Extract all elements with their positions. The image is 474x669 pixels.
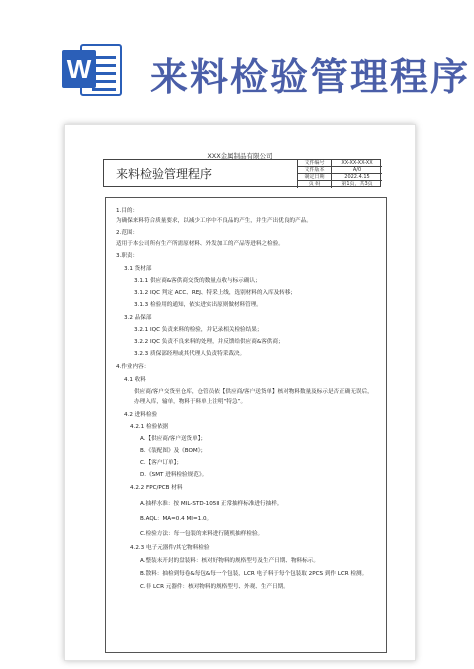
- list-item: B.《装配图》及《BOM》；: [140, 448, 207, 454]
- body-text: 3.1.1 供应商&客供商交货的数量点收与标示确认；: [134, 278, 261, 284]
- banner-title: 来料检验管理程序: [150, 55, 471, 99]
- meta-row: [298, 167, 382, 174]
- list-item: A.抽样水准：按 MIL-STD-105Ⅱ 正常抽样标准进行抽样。: [140, 501, 283, 507]
- body-text: 3.1.2 IQC 判定 ACC、REJ、特采上线，选别材料的入库及转移；: [134, 290, 297, 296]
- header-table: [103, 159, 381, 187]
- meta-key: 文件编号: [298, 160, 332, 167]
- meta-key: 文件版本: [298, 167, 332, 174]
- sub-heading: 3.1 货材部: [124, 266, 152, 272]
- body-text: 3.2.2 IQC 负责不良来料的处理，并反馈给供应商&客供商；: [134, 339, 284, 345]
- body-text: 办理入库，输单，物料于料单上注明“特急”。: [134, 399, 247, 405]
- sub-heading: 4.1 收料: [124, 377, 146, 383]
- body-text: 3.2.3 质保部经理或其代理人负责特采裁决。: [134, 351, 246, 357]
- meta-value: XX-XX-XX-XX: [341, 160, 373, 166]
- meta-table: [298, 160, 382, 188]
- body-text: 3.1.3 检验用的通知，依实进实出原则做材料管理。: [134, 302, 262, 308]
- list-item: A.整装未开封的盘装料：核对好物料的规格型号及生产日期、物料标示。: [140, 558, 319, 564]
- list-item: B.散料：抽检到每卷&每包&每一个包装，LCR 电子料于每个包装取 2PCS 到作 LCR 检测。: [140, 571, 368, 577]
- meta-key: 制定日期: [298, 174, 332, 181]
- list-item: D.《SMT 进料检验规范》。: [140, 472, 208, 478]
- document-title: 来料检验管理程序: [104, 160, 298, 188]
- list-item: B.AQL：MA=0.4 MI=1.0。: [140, 516, 213, 522]
- meta-value: A/0: [352, 167, 362, 173]
- company-name: XXX金属制品有限公司: [207, 152, 273, 160]
- list-item: A.【供应商/客户送货单】；: [140, 436, 207, 442]
- banner: [0, 0, 474, 118]
- sub-heading: 4.2 进料检验: [124, 412, 158, 418]
- sub-heading: 3.2 品保部: [124, 315, 152, 321]
- section-heading: 2.范围：: [116, 230, 139, 236]
- section-heading: 3.职责：: [116, 253, 139, 259]
- sub-heading: 4.2.1 检验依据: [130, 424, 169, 430]
- body-text: 适用于本公司所有生产所需原材料、外发加工的产品等进料之检验。: [116, 241, 284, 247]
- meta-value: 第1页，共3页: [341, 181, 373, 187]
- word-icon: [62, 40, 126, 100]
- section-heading: 4.作业内容：: [116, 364, 150, 370]
- meta-key: 页 码: [298, 181, 332, 188]
- sub-heading: 4.2.3 电子元器件/其它物料检验: [130, 545, 210, 551]
- list-item: C.非 LCR 元器件：核对物料的规格型号、外观、生产日期。: [140, 584, 289, 590]
- document-page: [64, 124, 416, 661]
- meta-row: [298, 174, 382, 181]
- body-text: 为确保来料符合质量要求，以减少工序中不良品的产生，并生产出优良的产品。: [116, 218, 312, 224]
- document-body: [105, 197, 387, 653]
- meta-row: [298, 181, 382, 188]
- body-text: 3.2.1 IQC 负责来料的检验，并记录相关检验结果；: [134, 327, 263, 333]
- list-item: C.【客户订单】；: [140, 460, 183, 466]
- word-icon-letter: W: [62, 50, 96, 88]
- sub-heading: 4.2.2 FPC/PCB 材料: [130, 485, 183, 491]
- section-heading: 1.目的：: [116, 208, 139, 214]
- meta-value: 2022.4.15: [344, 174, 370, 180]
- list-item: C.检验方法：每一包装的来料进行随机抽样检验。: [140, 531, 264, 537]
- body-text: 供应商/客户交货至仓库，仓管员依【供应商/客户送货单】核对物料数量及标示是否正确无误后，: [134, 389, 373, 395]
- meta-row: [298, 160, 382, 167]
